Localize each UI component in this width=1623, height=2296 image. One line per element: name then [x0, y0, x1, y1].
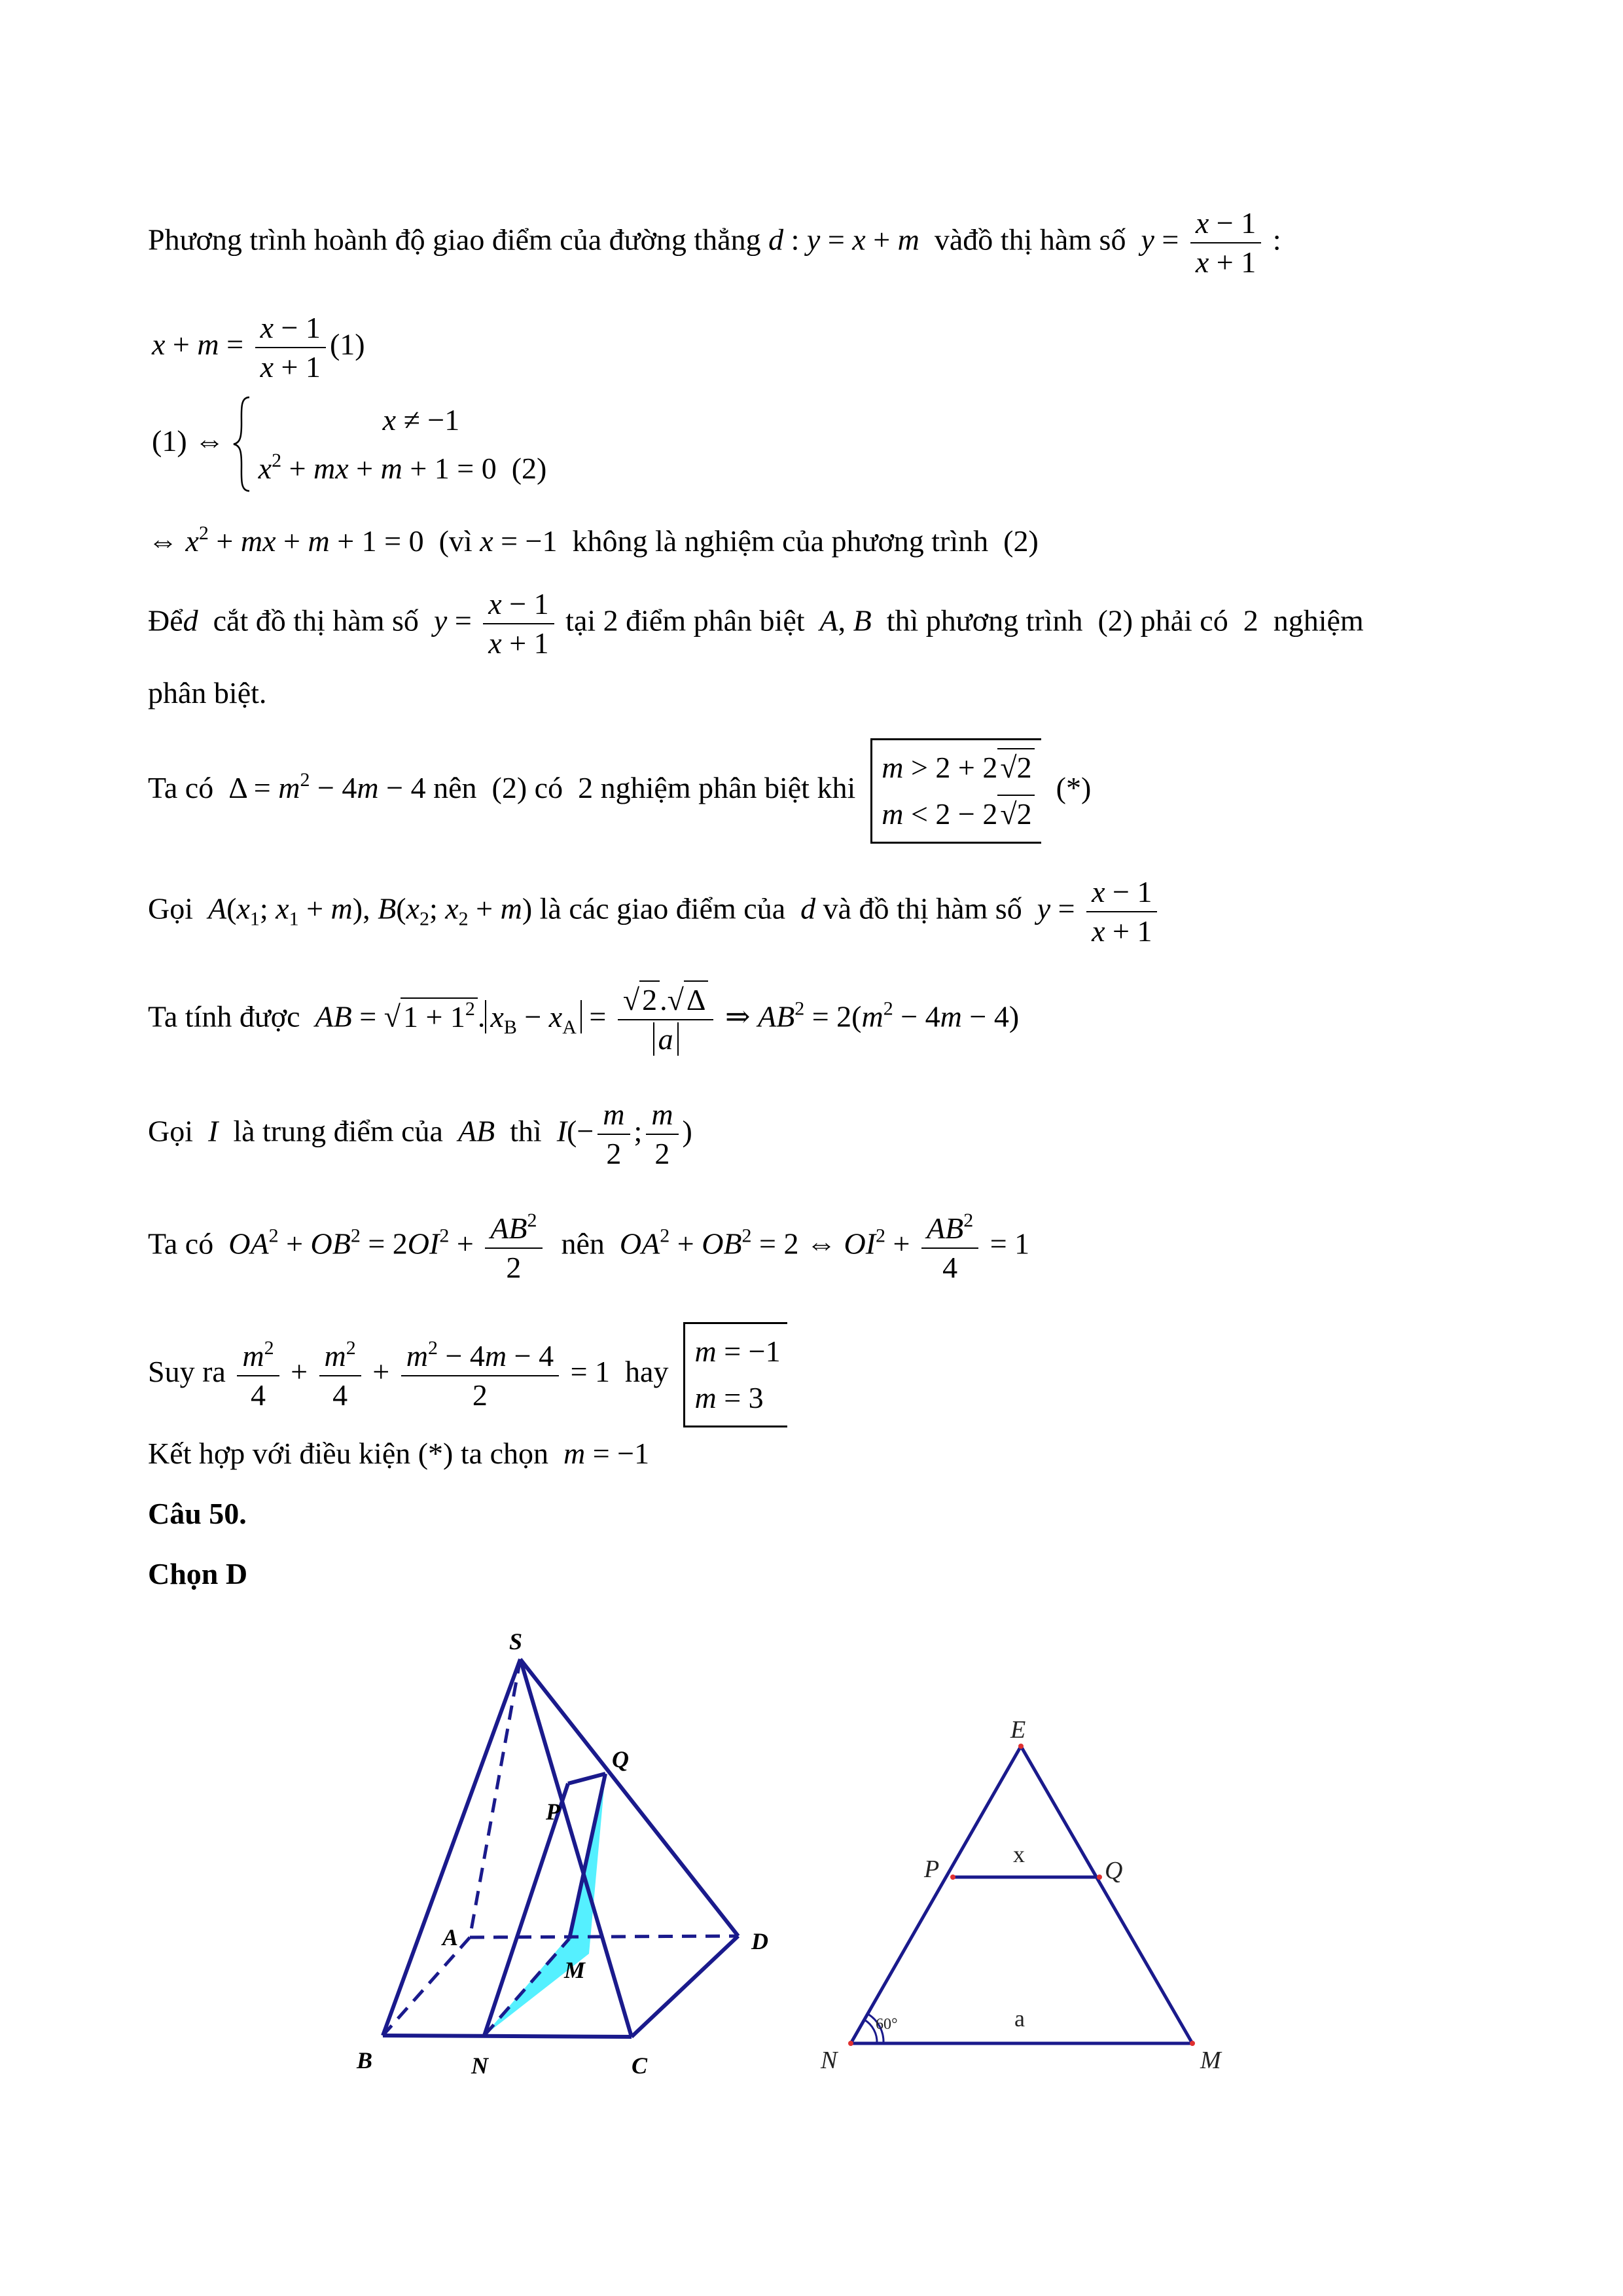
answer-choice: Chọn D [148, 1557, 248, 1590]
label-C: C [632, 2053, 648, 2079]
trapezoid-figure [805, 1695, 1250, 2088]
text-line-7: Gọi $A(x_1$; $x_1 + m$), $B(x_2$; $x_2 + m$) là các giao điểm của d và đồ thị hàm số y = $\frac{x - 1}{x + 1}$ [148, 877, 1161, 946]
label-a: a [1014, 2005, 1025, 2032]
text-line-1: Phương trình hoành độ giao điểm của đường thẳng d : y = x + m vàđồ thị hàm số y = $\frac{x - 1}{x + 1}$ : [148, 206, 1281, 279]
pyramid-figure [340, 1617, 812, 2101]
label-P: P [924, 1856, 940, 1883]
text-line-4: Đểd cắt đồ thị hàm số y = $\frac{x - 1}{x + 1}$ tại 2 điểm phân biệt A, B thì phương trình (2) phải có 2 nghiệm [148, 587, 1364, 660]
text-line-8: Ta tính được AB = $√1 + 1^2$. $x_B - x_A$ = $\frac{√2.√\Delta}{a}$ ⇒ $AB^2 = 2(m^2 - 4m - 4)$ [148, 985, 1019, 1054]
text-line-6: Ta có $\Delta = m^2 - 4m - 4$ nên (2) có 2 nghiệm phân biệt khi m > 2 + 2√2 m < 2 − 2√2 (*) [148, 738, 1091, 844]
label-Q: Q [612, 1746, 629, 1772]
fraction-x-minus-1-over-x-plus-1: $\frac{x - 1}{x + 1}$ [1190, 208, 1261, 278]
equation-1: x + m = $\frac{x - 1}{x + 1}$ (1) [152, 311, 365, 384]
side-EN [851, 1746, 1021, 2043]
label-N: N [471, 2053, 488, 2079]
segment-PQ [568, 1774, 605, 1784]
label-B: B [357, 2047, 373, 2073]
edge-CD [632, 1936, 738, 2037]
label-D: D [751, 1928, 768, 1954]
bracket-condition: m > 2 + 2√2 m < 2 − 2√2 [870, 738, 1041, 844]
text-line-9: Gọi I là trung điểm của AB thì I(− $\frac{m}{2}$ ; $\frac{m}{2}$ ) [148, 1098, 692, 1170]
edge-SB [383, 1659, 520, 2036]
edge-SD [520, 1659, 738, 1936]
text-line-10: Ta có $OA^2 + OB^2 = 2OI^2$ + $\frac{AB^2}{2}$ nên $OA^2 + OB^2 = 2$ ⇔ $OI^2$ + $\frac{AB^2}{4}$ = 1 [148, 1210, 1030, 1284]
text-line-12: Kết hợp với điều kiện (*) ta chọn m = −1 [148, 1437, 650, 1470]
angle-label: 60° [876, 2016, 898, 2033]
hidden-edge-SA [470, 1659, 520, 1937]
label-A: A [442, 1924, 459, 1950]
label-E: E [1010, 1716, 1026, 1744]
label-N: N [821, 2047, 838, 2074]
label-P: P [546, 1799, 560, 1825]
text-line-5: phân biệt. [148, 676, 267, 709]
side-EM [1021, 1746, 1192, 2043]
label-Q: Q [1105, 1857, 1123, 1884]
hidden-edge-AB [383, 1937, 470, 2036]
label-M: M [1200, 2047, 1221, 2074]
cross-section-fill [484, 1774, 605, 2036]
label-x: x [1013, 1841, 1025, 1867]
label-S: S [509, 1628, 523, 1655]
question-heading: Câu 50. [148, 1497, 247, 1530]
label-M: M [564, 1957, 586, 1983]
equation-system: (1) ⇔ x ≠ −1 $x^2$ + mx + m + 1 = 0 (2) [152, 396, 546, 492]
text-line-3: ⇔ $x^2$ + mx + m + 1 = 0 (vì x = −1 không là nghiệm của phương trình (2) [148, 522, 1039, 558]
text-line-11: Suy ra $\frac{m^2}{4}$ + $\frac{m^2}{4}$ + $\frac{m^2 - 4m - 4}{2}$ = 1 hay m = −1 m = 3 [148, 1322, 787, 1427]
brace-icon [232, 396, 252, 492]
edge-BC [383, 2036, 632, 2037]
